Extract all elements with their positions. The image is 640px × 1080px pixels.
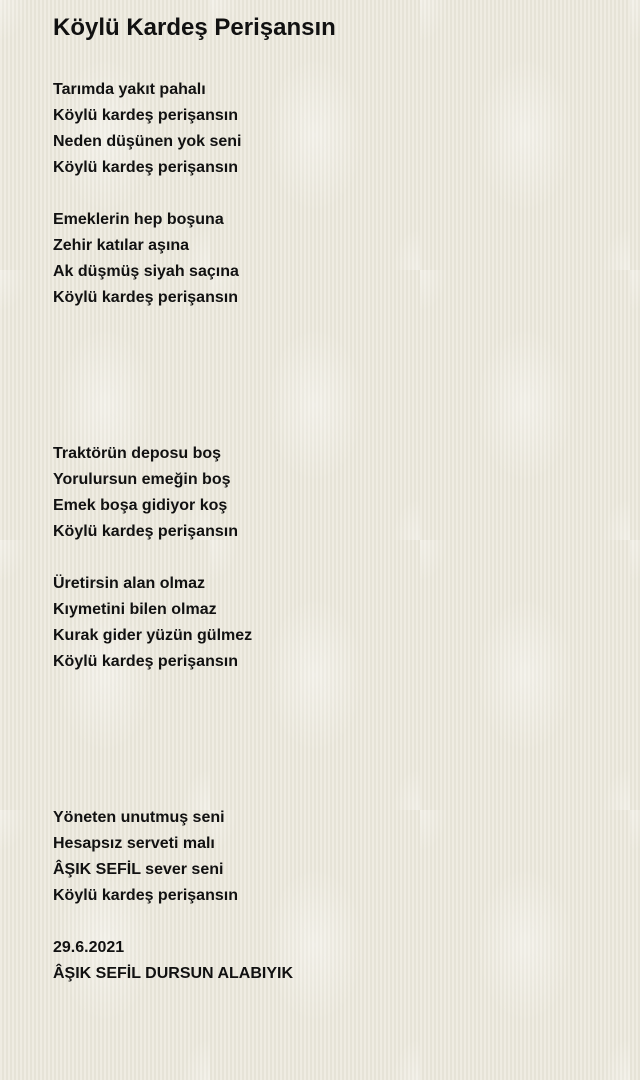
poem-container bbox=[53, 0, 613, 987]
poem-line: Köylü kardeş perişansın bbox=[53, 159, 238, 176]
poem-line: Köylü kardeş perişansın bbox=[53, 289, 238, 306]
poem-line: Zehir katılar aşına bbox=[53, 237, 190, 254]
spacer bbox=[53, 181, 613, 207]
spacer bbox=[53, 44, 613, 77]
poem-title: Köylü Kardeş Perişansın bbox=[53, 14, 336, 41]
poem-line: Köylü kardeş perişansın bbox=[53, 523, 238, 540]
poem-line: Tarımda yakıt pahalı bbox=[53, 81, 206, 98]
poem-line: Kıymetini bilen olmaz bbox=[53, 601, 217, 618]
stanza-5 bbox=[53, 805, 613, 909]
poem-line: ÂŞIK SEFİL sever seni bbox=[53, 861, 224, 878]
spacer bbox=[53, 311, 613, 441]
poem-line: Köylü kardeş perişansın bbox=[53, 887, 238, 904]
poem-line: Hesapsız serveti malı bbox=[53, 835, 215, 852]
signature bbox=[53, 935, 613, 987]
stanza-2 bbox=[53, 207, 613, 311]
poem-date: 29.6.2021 bbox=[53, 939, 125, 956]
poem-author: ÂŞIK SEFİL DURSUN ALABIYIK bbox=[53, 965, 294, 982]
stanza-3 bbox=[53, 441, 613, 545]
stanza-1 bbox=[53, 77, 613, 181]
poem-line: Köylü kardeş perişansın bbox=[53, 107, 238, 124]
poem-line: Neden düşünen yok seni bbox=[53, 133, 242, 150]
poem-line: Traktörün deposu boş bbox=[53, 445, 222, 462]
poem-line: Köylü kardeş perişansın bbox=[53, 653, 238, 670]
spacer bbox=[53, 675, 613, 805]
poem-line: Ak düşmüş siyah saçına bbox=[53, 263, 239, 280]
poem-line: Kurak gider yüzün gülmez bbox=[53, 627, 253, 644]
poem-line: Yorulursun emeğin boş bbox=[53, 471, 231, 488]
stanza-4 bbox=[53, 571, 613, 675]
poem-line: Yöneten unutmuş seni bbox=[53, 809, 225, 826]
poem-line: Üretirsin alan olmaz bbox=[53, 575, 206, 592]
spacer bbox=[53, 909, 613, 935]
poem-line: Emek boşa gidiyor koş bbox=[53, 497, 228, 514]
spacer bbox=[53, 545, 613, 571]
poem-line: Emeklerin hep boşuna bbox=[53, 211, 224, 228]
